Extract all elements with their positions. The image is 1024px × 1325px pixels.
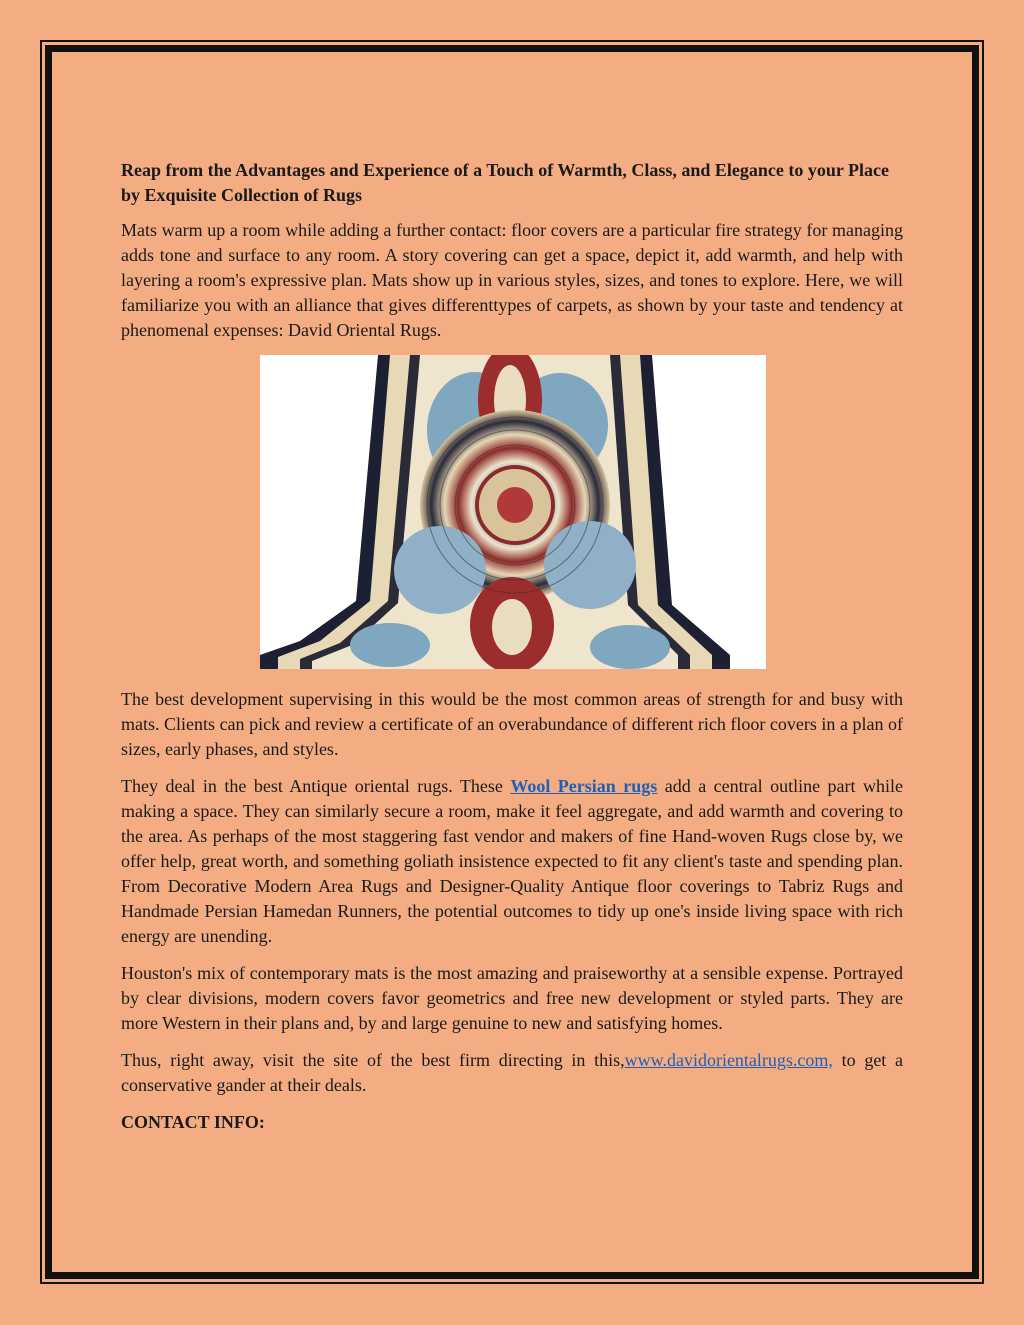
website-link[interactable]: www.davidorientalrugs.com, — [624, 1050, 833, 1070]
body-paragraph — [121, 774, 903, 949]
body-paragraph: Houston's mix of contemporary mats is the most amazing and praiseworthy at a sensible expense. Portrayed by clear divisions, modern covers favor geometrics and free new development or styled parts. They are more Western in their plans and, by and large genuine to new and satisfying homes. — [121, 963, 903, 1033]
persian-rug-image — [260, 355, 766, 669]
paragraph-text: to get a conservative gander at their deals. — [121, 1050, 903, 1095]
persian-rug-runner-icon — [260, 355, 766, 669]
body-paragraph — [121, 1048, 903, 1098]
contact-info-heading: CONTACT INFO: — [121, 1112, 265, 1132]
paragraph-text: They deal in the best Antique oriental rugs. These — [121, 776, 511, 796]
document-title: Reap from the Advantages and Experience of a Touch of Warmth, Class, and Elegance to your Place by Exquisite Collection of Rugs — [121, 160, 890, 205]
body-paragraph: The best development supervising in this would be the most common areas of strength for and busy with mats. Clients can pick and review a certificate of an overabundance of different rich floor covers in a plan of sizes, early phases, and styles. — [121, 689, 903, 759]
paragraph-text: add a central outline part while making a space. They can similarly secure a room, make it feel aggregate, and add warmth and covering to the area. As perhaps of the most staggering fast vendor and makers of fine Hand-woven Rugs close by, we offer help, great worth, and something goliath insistence expected to fit any client's taste and spending plan. From Decorative Modern Area Rugs and Designer-Quality Antique floor coverings to Tabriz Rugs and Handmade Persian Hamedan Runners, the potential outcomes to tidy up one's inside living space with rich energy are unending. — [121, 776, 903, 946]
paragraph-text: Thus, right away, visit the site of the best firm directing in this, — [121, 1050, 625, 1070]
intro-paragraph: Mats warm up a room while adding a further contact: floor covers are a particular fire strategy for managing adds tone and surface to any room. A story covering can get a space, depict it, add warmth, and help with layering a room's expressive plan. Mats show up in various styles, sizes, and tones to explore. Here, we will familiarize you with an alliance that gives differenttypes of carpets, as shown by your taste and tendency at phenomenal expenses: David Oriental Rugs. — [121, 220, 903, 340]
document-body — [121, 158, 903, 1133]
wool-persian-rugs-link[interactable]: Wool Persian rugs — [510, 776, 658, 796]
